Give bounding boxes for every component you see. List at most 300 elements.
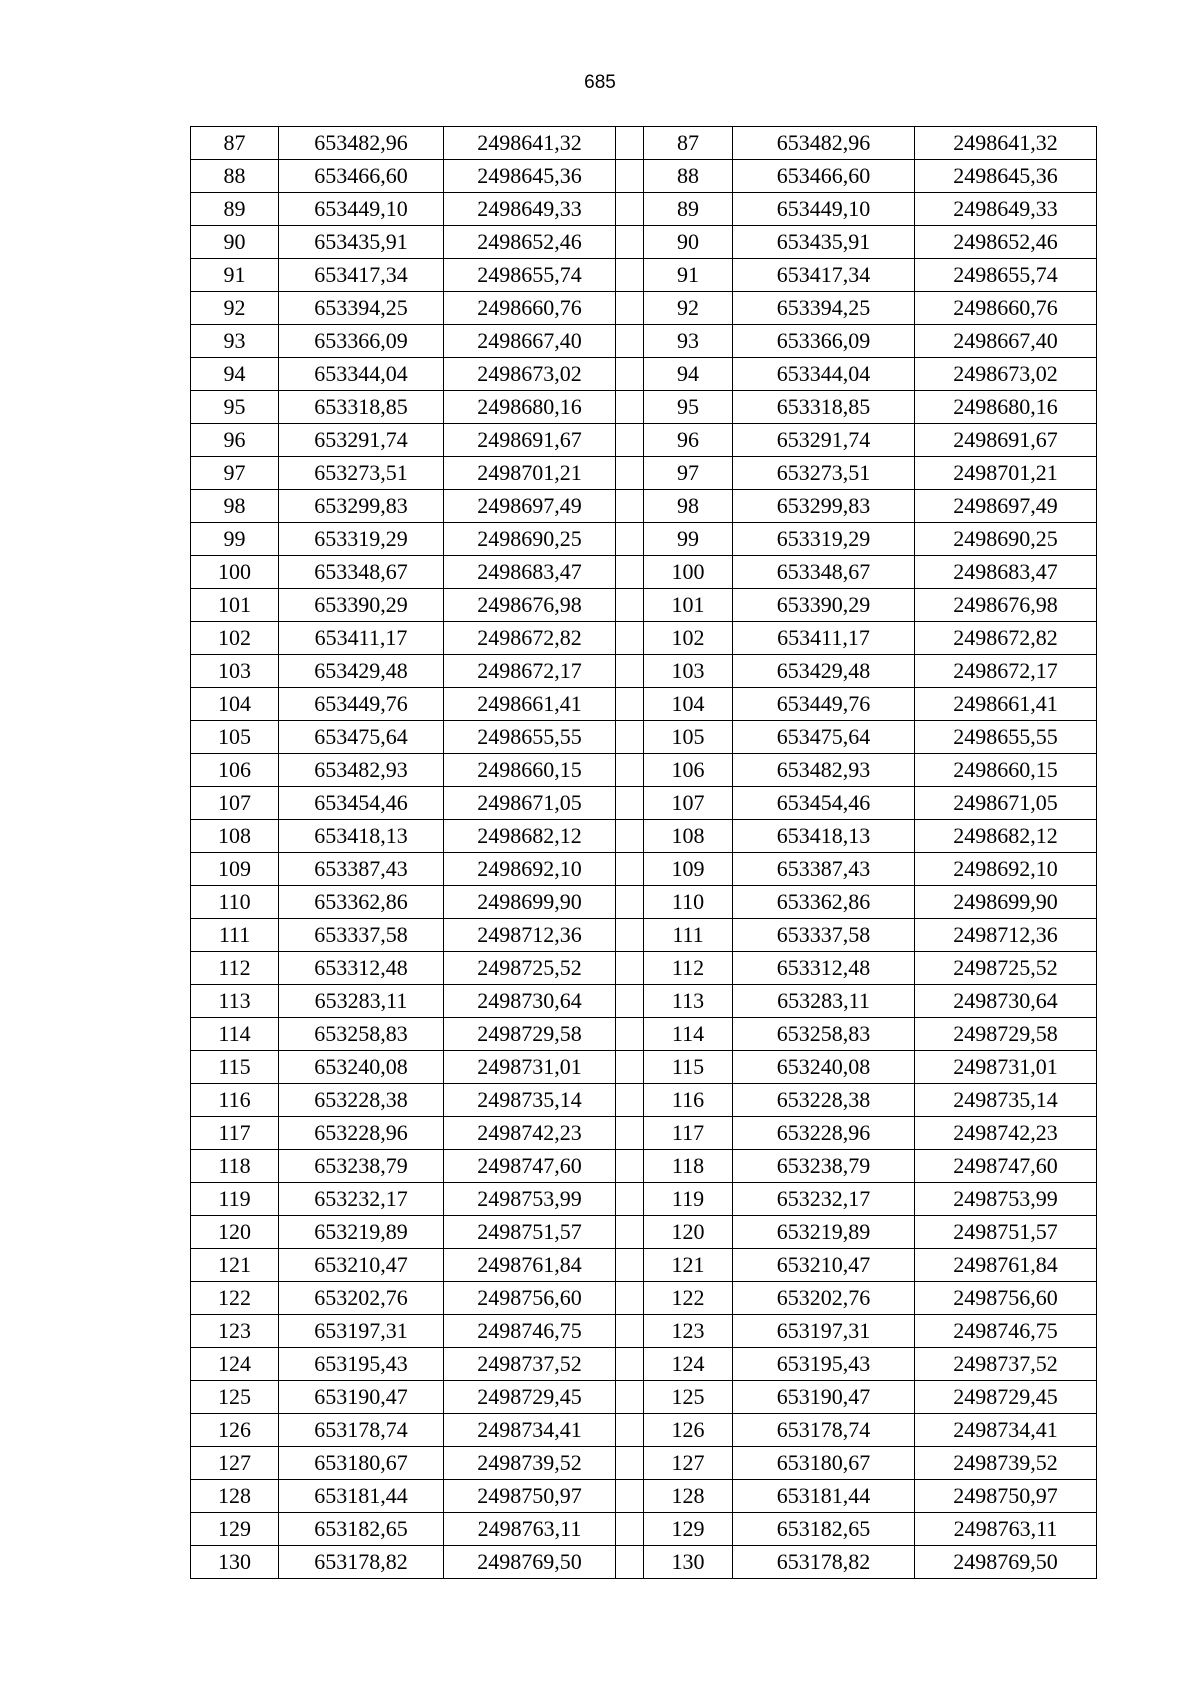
table-row <box>191 721 1097 754</box>
point-number-cell: 93 <box>191 325 279 358</box>
point-number-cell: 87 <box>191 127 279 160</box>
y-coordinate-cell: 2498753,99 <box>444 1183 616 1216</box>
x-coordinate-cell: 653240,08 <box>279 1051 444 1084</box>
x-coordinate-cell: 653258,83 <box>279 1018 444 1051</box>
point-number-cell: 101 <box>644 589 733 622</box>
x-coordinate-cell: 653318,85 <box>279 391 444 424</box>
point-number-cell: 109 <box>644 853 733 886</box>
y-coordinate-cell: 2498731,01 <box>444 1051 616 1084</box>
x-coordinate-cell: 653482,96 <box>733 127 915 160</box>
x-coordinate-cell: 653195,43 <box>279 1348 444 1381</box>
y-coordinate-cell: 2498737,52 <box>444 1348 616 1381</box>
separator-cell <box>616 754 644 787</box>
separator-cell <box>616 820 644 853</box>
separator-cell <box>616 655 644 688</box>
table-row <box>191 127 1097 160</box>
x-coordinate-cell: 653417,34 <box>279 259 444 292</box>
point-number-cell: 125 <box>191 1381 279 1414</box>
point-number-cell: 99 <box>191 523 279 556</box>
y-coordinate-cell: 2498756,60 <box>444 1282 616 1315</box>
point-number-cell: 92 <box>644 292 733 325</box>
table-row <box>191 1150 1097 1183</box>
point-number-cell: 126 <box>191 1414 279 1447</box>
x-coordinate-cell: 653273,51 <box>733 457 915 490</box>
point-number-cell: 106 <box>644 754 733 787</box>
x-coordinate-cell: 653411,17 <box>733 622 915 655</box>
x-coordinate-cell: 653312,48 <box>733 952 915 985</box>
x-coordinate-cell: 653394,25 <box>279 292 444 325</box>
x-coordinate-cell: 653454,46 <box>733 787 915 820</box>
x-coordinate-cell: 653362,86 <box>279 886 444 919</box>
point-number-cell: 90 <box>191 226 279 259</box>
x-coordinate-cell: 653299,83 <box>733 490 915 523</box>
table-row <box>191 1051 1097 1084</box>
y-coordinate-cell: 2498725,52 <box>444 952 616 985</box>
separator-cell <box>616 556 644 589</box>
point-number-cell: 118 <box>191 1150 279 1183</box>
x-coordinate-cell: 653394,25 <box>733 292 915 325</box>
point-number-cell: 88 <box>644 160 733 193</box>
y-coordinate-cell: 2498676,98 <box>444 589 616 622</box>
point-number-cell: 112 <box>644 952 733 985</box>
x-coordinate-cell: 653344,04 <box>733 358 915 391</box>
y-coordinate-cell: 2498652,46 <box>444 226 616 259</box>
table-row <box>191 1282 1097 1315</box>
separator-cell <box>616 457 644 490</box>
point-number-cell: 97 <box>191 457 279 490</box>
x-coordinate-cell: 653178,82 <box>279 1546 444 1579</box>
point-number-cell: 129 <box>644 1513 733 1546</box>
separator-cell <box>616 1480 644 1513</box>
x-coordinate-cell: 653312,48 <box>279 952 444 985</box>
separator-cell <box>616 688 644 721</box>
separator-cell <box>616 292 644 325</box>
point-number-cell: 89 <box>191 193 279 226</box>
x-coordinate-cell: 653180,67 <box>733 1447 915 1480</box>
point-number-cell: 100 <box>191 556 279 589</box>
x-coordinate-cell: 653180,67 <box>279 1447 444 1480</box>
y-coordinate-cell: 2498671,05 <box>915 787 1097 820</box>
separator-cell <box>616 1282 644 1315</box>
separator-cell <box>616 589 644 622</box>
point-number-cell: 128 <box>191 1480 279 1513</box>
x-coordinate-cell: 653181,44 <box>733 1480 915 1513</box>
y-coordinate-cell: 2498692,10 <box>444 853 616 886</box>
y-coordinate-cell: 2498730,64 <box>444 985 616 1018</box>
y-coordinate-cell: 2498729,58 <box>915 1018 1097 1051</box>
table-row <box>191 1414 1097 1447</box>
y-coordinate-cell: 2498701,21 <box>915 457 1097 490</box>
point-number-cell: 106 <box>191 754 279 787</box>
point-number-cell: 87 <box>644 127 733 160</box>
x-coordinate-cell: 653197,31 <box>733 1315 915 1348</box>
table-row <box>191 523 1097 556</box>
table-row <box>191 787 1097 820</box>
separator-cell <box>616 1513 644 1546</box>
x-coordinate-cell: 653482,93 <box>733 754 915 787</box>
y-coordinate-cell: 2498746,75 <box>915 1315 1097 1348</box>
y-coordinate-cell: 2498655,55 <box>444 721 616 754</box>
point-number-cell: 113 <box>191 985 279 1018</box>
x-coordinate-cell: 653283,11 <box>733 985 915 1018</box>
y-coordinate-cell: 2498735,14 <box>444 1084 616 1117</box>
point-number-cell: 127 <box>644 1447 733 1480</box>
y-coordinate-cell: 2498655,74 <box>915 259 1097 292</box>
x-coordinate-cell: 653219,89 <box>279 1216 444 1249</box>
y-coordinate-cell: 2498645,36 <box>915 160 1097 193</box>
y-coordinate-cell: 2498763,11 <box>915 1513 1097 1546</box>
table-row <box>191 1315 1097 1348</box>
point-number-cell: 107 <box>644 787 733 820</box>
separator-cell <box>616 1084 644 1117</box>
y-coordinate-cell: 2498725,52 <box>915 952 1097 985</box>
point-number-cell: 122 <box>644 1282 733 1315</box>
table-row <box>191 556 1097 589</box>
x-coordinate-cell: 653178,82 <box>733 1546 915 1579</box>
y-coordinate-cell: 2498661,41 <box>915 688 1097 721</box>
x-coordinate-cell: 653344,04 <box>279 358 444 391</box>
separator-cell <box>616 391 644 424</box>
coordinates-table <box>190 126 1097 1579</box>
x-coordinate-cell: 653390,29 <box>279 589 444 622</box>
y-coordinate-cell: 2498660,15 <box>915 754 1097 787</box>
table-row <box>191 1117 1097 1150</box>
x-coordinate-cell: 653228,38 <box>279 1084 444 1117</box>
y-coordinate-cell: 2498683,47 <box>444 556 616 589</box>
x-coordinate-cell: 653210,47 <box>733 1249 915 1282</box>
point-number-cell: 92 <box>191 292 279 325</box>
point-number-cell: 90 <box>644 226 733 259</box>
y-coordinate-cell: 2498697,49 <box>444 490 616 523</box>
separator-cell <box>616 193 644 226</box>
y-coordinate-cell: 2498682,12 <box>444 820 616 853</box>
x-coordinate-cell: 653417,34 <box>733 259 915 292</box>
table-row <box>191 1216 1097 1249</box>
x-coordinate-cell: 653228,96 <box>279 1117 444 1150</box>
x-coordinate-cell: 653429,48 <box>279 655 444 688</box>
y-coordinate-cell: 2498667,40 <box>444 325 616 358</box>
point-number-cell: 128 <box>644 1480 733 1513</box>
point-number-cell: 88 <box>191 160 279 193</box>
x-coordinate-cell: 653228,38 <box>733 1084 915 1117</box>
y-coordinate-cell: 2498655,74 <box>444 259 616 292</box>
y-coordinate-cell: 2498731,01 <box>915 1051 1097 1084</box>
x-coordinate-cell: 653418,13 <box>279 820 444 853</box>
separator-cell <box>616 358 644 391</box>
y-coordinate-cell: 2498739,52 <box>915 1447 1097 1480</box>
x-coordinate-cell: 653366,09 <box>279 325 444 358</box>
y-coordinate-cell: 2498747,60 <box>444 1150 616 1183</box>
point-number-cell: 103 <box>191 655 279 688</box>
table-row <box>191 622 1097 655</box>
table-row <box>191 1018 1097 1051</box>
y-coordinate-cell: 2498701,21 <box>444 457 616 490</box>
y-coordinate-cell: 2498690,25 <box>915 523 1097 556</box>
separator-cell <box>616 1348 644 1381</box>
y-coordinate-cell: 2498645,36 <box>444 160 616 193</box>
y-coordinate-cell: 2498761,84 <box>915 1249 1097 1282</box>
x-coordinate-cell: 653291,74 <box>733 424 915 457</box>
y-coordinate-cell: 2498673,02 <box>444 358 616 391</box>
x-coordinate-cell: 653178,74 <box>279 1414 444 1447</box>
table-row <box>191 259 1097 292</box>
x-coordinate-cell: 653429,48 <box>733 655 915 688</box>
point-number-cell: 115 <box>191 1051 279 1084</box>
x-coordinate-cell: 653387,43 <box>279 853 444 886</box>
x-coordinate-cell: 653466,60 <box>733 160 915 193</box>
separator-cell <box>616 853 644 886</box>
point-number-cell: 115 <box>644 1051 733 1084</box>
x-coordinate-cell: 653449,10 <box>279 193 444 226</box>
x-coordinate-cell: 653319,29 <box>733 523 915 556</box>
point-number-cell: 105 <box>191 721 279 754</box>
table-row <box>191 226 1097 259</box>
point-number-cell: 125 <box>644 1381 733 1414</box>
y-coordinate-cell: 2498641,32 <box>915 127 1097 160</box>
x-coordinate-cell: 653449,10 <box>733 193 915 226</box>
table-row <box>191 490 1097 523</box>
y-coordinate-cell: 2498729,45 <box>444 1381 616 1414</box>
point-number-cell: 91 <box>191 259 279 292</box>
x-coordinate-cell: 653273,51 <box>279 457 444 490</box>
y-coordinate-cell: 2498730,64 <box>915 985 1097 1018</box>
separator-cell <box>616 886 644 919</box>
point-number-cell: 109 <box>191 853 279 886</box>
x-coordinate-cell: 653449,76 <box>279 688 444 721</box>
x-coordinate-cell: 653210,47 <box>279 1249 444 1282</box>
point-number-cell: 113 <box>644 985 733 1018</box>
point-number-cell: 123 <box>191 1315 279 1348</box>
separator-cell <box>616 1216 644 1249</box>
table-row <box>191 1546 1097 1579</box>
point-number-cell: 105 <box>644 721 733 754</box>
x-coordinate-cell: 653197,31 <box>279 1315 444 1348</box>
x-coordinate-cell: 653318,85 <box>733 391 915 424</box>
point-number-cell: 96 <box>191 424 279 457</box>
y-coordinate-cell: 2498660,76 <box>444 292 616 325</box>
separator-cell <box>616 1249 644 1282</box>
y-coordinate-cell: 2498735,14 <box>915 1084 1097 1117</box>
table-row <box>191 1183 1097 1216</box>
y-coordinate-cell: 2498729,45 <box>915 1381 1097 1414</box>
point-number-cell: 116 <box>191 1084 279 1117</box>
y-coordinate-cell: 2498712,36 <box>915 919 1097 952</box>
point-number-cell: 124 <box>644 1348 733 1381</box>
table-row <box>191 1513 1097 1546</box>
point-number-cell: 129 <box>191 1513 279 1546</box>
point-number-cell: 124 <box>191 1348 279 1381</box>
point-number-cell: 97 <box>644 457 733 490</box>
table-row <box>191 985 1097 1018</box>
table-row <box>191 358 1097 391</box>
table-row <box>191 1348 1097 1381</box>
y-coordinate-cell: 2498649,33 <box>444 193 616 226</box>
point-number-cell: 107 <box>191 787 279 820</box>
x-coordinate-cell: 653390,29 <box>733 589 915 622</box>
point-number-cell: 96 <box>644 424 733 457</box>
coordinates-table-body <box>191 127 1097 1579</box>
y-coordinate-cell: 2498652,46 <box>915 226 1097 259</box>
point-number-cell: 104 <box>644 688 733 721</box>
x-coordinate-cell: 653228,96 <box>733 1117 915 1150</box>
y-coordinate-cell: 2498769,50 <box>915 1546 1097 1579</box>
point-number-cell: 116 <box>644 1084 733 1117</box>
y-coordinate-cell: 2498692,10 <box>915 853 1097 886</box>
y-coordinate-cell: 2498683,47 <box>915 556 1097 589</box>
y-coordinate-cell: 2498690,25 <box>444 523 616 556</box>
point-number-cell: 126 <box>644 1414 733 1447</box>
x-coordinate-cell: 653449,76 <box>733 688 915 721</box>
point-number-cell: 111 <box>644 919 733 952</box>
x-coordinate-cell: 653337,58 <box>279 919 444 952</box>
y-coordinate-cell: 2498655,55 <box>915 721 1097 754</box>
separator-cell <box>616 523 644 556</box>
separator-cell <box>616 721 644 754</box>
x-coordinate-cell: 653482,93 <box>279 754 444 787</box>
x-coordinate-cell: 653190,47 <box>279 1381 444 1414</box>
y-coordinate-cell: 2498742,23 <box>444 1117 616 1150</box>
separator-cell <box>616 1183 644 1216</box>
table-row <box>191 391 1097 424</box>
separator-cell <box>616 952 644 985</box>
point-number-cell: 91 <box>644 259 733 292</box>
y-coordinate-cell: 2498641,32 <box>444 127 616 160</box>
table-row <box>191 853 1097 886</box>
point-number-cell: 111 <box>191 919 279 952</box>
y-coordinate-cell: 2498747,60 <box>915 1150 1097 1183</box>
point-number-cell: 121 <box>644 1249 733 1282</box>
x-coordinate-cell: 653202,76 <box>279 1282 444 1315</box>
point-number-cell: 98 <box>644 490 733 523</box>
x-coordinate-cell: 653178,74 <box>733 1414 915 1447</box>
point-number-cell: 130 <box>644 1546 733 1579</box>
separator-cell <box>616 1546 644 1579</box>
x-coordinate-cell: 653466,60 <box>279 160 444 193</box>
point-number-cell: 112 <box>191 952 279 985</box>
x-coordinate-cell: 653348,67 <box>733 556 915 589</box>
point-number-cell: 130 <box>191 1546 279 1579</box>
table-row <box>191 886 1097 919</box>
y-coordinate-cell: 2498680,16 <box>915 391 1097 424</box>
y-coordinate-cell: 2498729,58 <box>444 1018 616 1051</box>
y-coordinate-cell: 2498756,60 <box>915 1282 1097 1315</box>
separator-cell <box>616 1051 644 1084</box>
point-number-cell: 114 <box>644 1018 733 1051</box>
x-coordinate-cell: 653418,13 <box>733 820 915 853</box>
x-coordinate-cell: 653181,44 <box>279 1480 444 1513</box>
separator-cell <box>616 490 644 523</box>
x-coordinate-cell: 653319,29 <box>279 523 444 556</box>
point-number-cell: 108 <box>644 820 733 853</box>
y-coordinate-cell: 2498672,82 <box>915 622 1097 655</box>
point-number-cell: 120 <box>644 1216 733 1249</box>
separator-cell <box>616 787 644 820</box>
table-row <box>191 1249 1097 1282</box>
separator-cell <box>616 622 644 655</box>
table-row <box>191 754 1097 787</box>
point-number-cell: 120 <box>191 1216 279 1249</box>
page-number: 685 <box>584 72 616 93</box>
point-number-cell: 123 <box>644 1315 733 1348</box>
x-coordinate-cell: 653435,91 <box>733 226 915 259</box>
point-number-cell: 99 <box>644 523 733 556</box>
point-number-cell: 118 <box>644 1150 733 1183</box>
x-coordinate-cell: 653482,96 <box>279 127 444 160</box>
x-coordinate-cell: 653182,65 <box>733 1513 915 1546</box>
x-coordinate-cell: 653238,79 <box>279 1150 444 1183</box>
table-row <box>191 1447 1097 1480</box>
x-coordinate-cell: 653283,11 <box>279 985 444 1018</box>
y-coordinate-cell: 2498750,97 <box>444 1480 616 1513</box>
x-coordinate-cell: 653475,64 <box>733 721 915 754</box>
point-number-cell: 122 <box>191 1282 279 1315</box>
y-coordinate-cell: 2498737,52 <box>915 1348 1097 1381</box>
point-number-cell: 89 <box>644 193 733 226</box>
separator-cell <box>616 919 644 952</box>
point-number-cell: 103 <box>644 655 733 688</box>
x-coordinate-cell: 653190,47 <box>733 1381 915 1414</box>
separator-cell <box>616 1315 644 1348</box>
y-coordinate-cell: 2498673,02 <box>915 358 1097 391</box>
separator-cell <box>616 1381 644 1414</box>
x-coordinate-cell: 653362,86 <box>733 886 915 919</box>
x-coordinate-cell: 653232,17 <box>733 1183 915 1216</box>
x-coordinate-cell: 653238,79 <box>733 1150 915 1183</box>
separator-cell <box>616 1414 644 1447</box>
y-coordinate-cell: 2498734,41 <box>915 1414 1097 1447</box>
y-coordinate-cell: 2498660,15 <box>444 754 616 787</box>
y-coordinate-cell: 2498682,12 <box>915 820 1097 853</box>
y-coordinate-cell: 2498660,76 <box>915 292 1097 325</box>
point-number-cell: 121 <box>191 1249 279 1282</box>
x-coordinate-cell: 653195,43 <box>733 1348 915 1381</box>
point-number-cell: 95 <box>644 391 733 424</box>
x-coordinate-cell: 653435,91 <box>279 226 444 259</box>
table-row <box>191 193 1097 226</box>
table-row <box>191 688 1097 721</box>
table-row <box>191 325 1097 358</box>
y-coordinate-cell: 2498763,11 <box>444 1513 616 1546</box>
table-row <box>191 919 1097 952</box>
y-coordinate-cell: 2498712,36 <box>444 919 616 952</box>
y-coordinate-cell: 2498672,82 <box>444 622 616 655</box>
y-coordinate-cell: 2498672,17 <box>915 655 1097 688</box>
x-coordinate-cell: 653299,83 <box>279 490 444 523</box>
separator-cell <box>616 127 644 160</box>
point-number-cell: 102 <box>644 622 733 655</box>
point-number-cell: 101 <box>191 589 279 622</box>
table-row <box>191 1381 1097 1414</box>
point-number-cell: 104 <box>191 688 279 721</box>
table-row <box>191 1480 1097 1513</box>
table-row <box>191 952 1097 985</box>
y-coordinate-cell: 2498691,67 <box>444 424 616 457</box>
table-row <box>191 655 1097 688</box>
table-row <box>191 457 1097 490</box>
x-coordinate-cell: 653475,64 <box>279 721 444 754</box>
y-coordinate-cell: 2498691,67 <box>915 424 1097 457</box>
point-number-cell: 94 <box>191 358 279 391</box>
y-coordinate-cell: 2498667,40 <box>915 325 1097 358</box>
x-coordinate-cell: 653291,74 <box>279 424 444 457</box>
point-number-cell: 100 <box>644 556 733 589</box>
x-coordinate-cell: 653202,76 <box>733 1282 915 1315</box>
separator-cell <box>616 1117 644 1150</box>
y-coordinate-cell: 2498697,49 <box>915 490 1097 523</box>
separator-cell <box>616 259 644 292</box>
table-row <box>191 424 1097 457</box>
y-coordinate-cell: 2498750,97 <box>915 1480 1097 1513</box>
